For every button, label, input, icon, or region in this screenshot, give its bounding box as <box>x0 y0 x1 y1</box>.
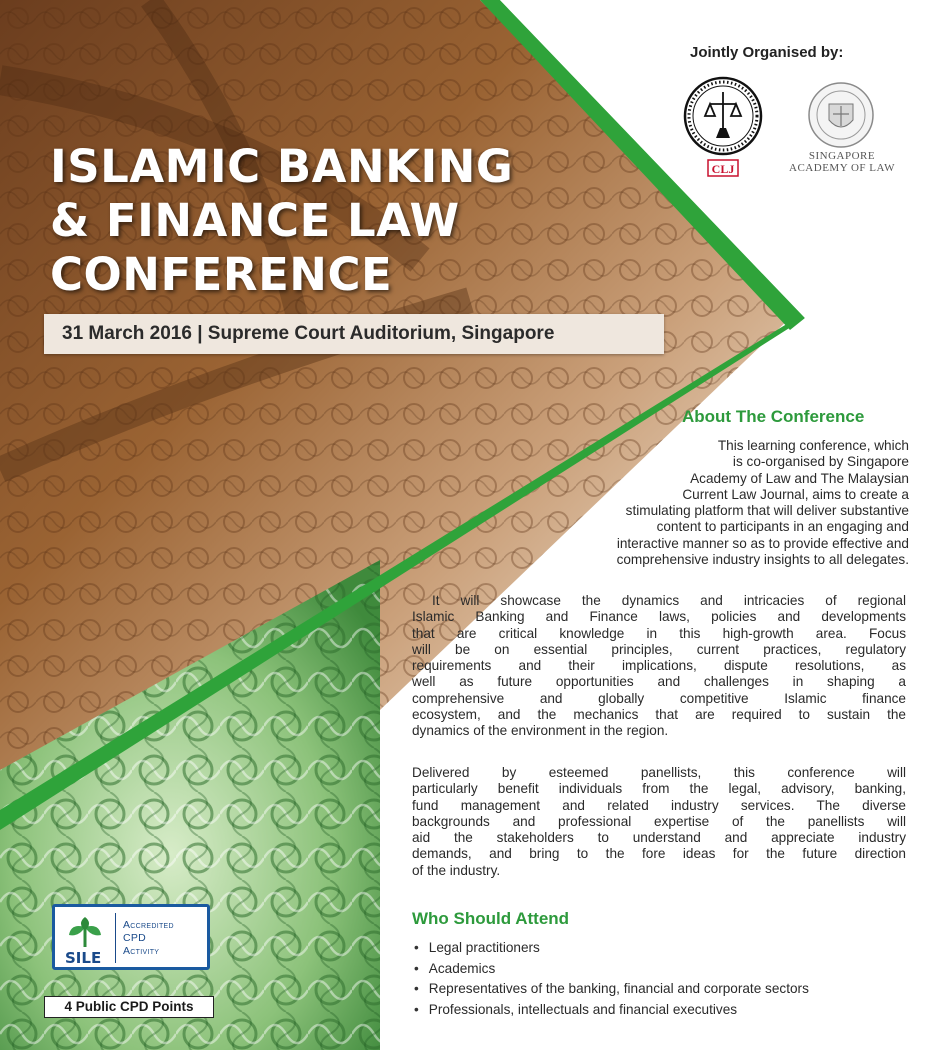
badge-divider <box>115 913 116 963</box>
text-line: aid the stakeholders to understand and appreciate industry <box>412 830 906 846</box>
list-item: • Legal practitioners <box>414 938 809 959</box>
text-line: of the industry. <box>412 862 501 878</box>
clj-label: CLJ <box>711 162 735 176</box>
title-line: CONFERENCE <box>50 248 393 301</box>
list-item: • Academics <box>414 959 809 980</box>
text-line: ecosystem, and the mechanics that are required to sustain the <box>412 707 906 723</box>
about-heading: About The Conference <box>682 407 865 426</box>
text-line: that are critical knowledge in this high-growth area. Focus <box>412 625 906 641</box>
text-line: stimulating platform that will deliver substantive <box>625 503 909 519</box>
text-line: demands, and bring to the fore ideas for the future direction <box>412 846 906 862</box>
date-venue-banner: 31 March 2016 | Supreme Court Auditorium, Singapore <box>44 314 664 354</box>
cpd-points-label: 4 Public CPD Points <box>44 996 214 1018</box>
text-line: Delivered by esteemed panellists, this conference will <box>412 765 906 780</box>
text-line: It will showcase the dynamics and intricacies of regional <box>432 593 906 608</box>
text-line: comprehensive and globally competitive Islamic finance <box>412 690 906 706</box>
list-item: • Professionals, intellectuals and financial executives <box>414 1000 809 1021</box>
text-line: particularly benefit individuals from the legal, advisory, banking, <box>412 781 906 797</box>
attend-list <box>414 938 809 1020</box>
sal-name <box>772 150 912 174</box>
title-line: ISLAMIC BANKING <box>50 140 514 193</box>
sal-crest-logo <box>800 80 882 150</box>
text-line: Academy of Law and The Malaysian <box>690 470 909 486</box>
text-line: will be on essential principles, current practices, regulatory <box>412 641 906 657</box>
about-paragraph-1 <box>617 438 909 568</box>
about-paragraph-2 <box>412 593 906 740</box>
conference-title <box>50 140 513 302</box>
cpd-accreditation-badge <box>52 904 210 970</box>
title-line: & FINANCE LAW <box>50 194 460 247</box>
organisers-heading: Jointly Organised by: <box>690 44 844 61</box>
accredited-text <box>123 919 174 958</box>
list-item: • Representatives of the banking, financial and corporate sectors <box>414 979 809 1000</box>
sal-name-line: ACADEMY OF LAW <box>789 162 895 174</box>
sal-name-line: SINGAPORE <box>808 150 876 162</box>
text-line: dynamics of the environment in the region. <box>412 723 669 739</box>
text-line: interactive manner so as to provide effective and <box>616 535 909 551</box>
sile-brand: SILE <box>65 949 102 967</box>
sile-leaf-icon <box>65 913 105 949</box>
text-line: comprehensive industry insights to all delegates. <box>616 552 909 568</box>
text-line: fund management and related industry services. The diverse <box>412 797 906 813</box>
accredited-line: CPD <box>123 932 147 944</box>
accredited-line: Accredited <box>123 919 174 931</box>
text-line: is co-organised by Singapore <box>732 454 909 470</box>
text-line: backgrounds and professional expertise of the panellists will <box>412 813 906 829</box>
text-line: Current Law Journal, aims to create a <box>682 486 909 502</box>
text-line: requirements and their implications, dispute resolutions, as <box>412 658 906 674</box>
attend-heading: Who Should Attend <box>412 909 570 928</box>
text-line: Islamic Banking and Finance laws, policies and developments <box>412 609 906 625</box>
accredited-line: Activity <box>123 945 160 957</box>
clj-seal-logo <box>680 74 766 182</box>
text-line: well as future opportunities and challenges in shaping a <box>412 674 906 690</box>
about-paragraph-3 <box>412 765 906 879</box>
text-line: content to participants in an engaging and <box>656 519 909 535</box>
text-line: This learning conference, which <box>717 438 909 453</box>
